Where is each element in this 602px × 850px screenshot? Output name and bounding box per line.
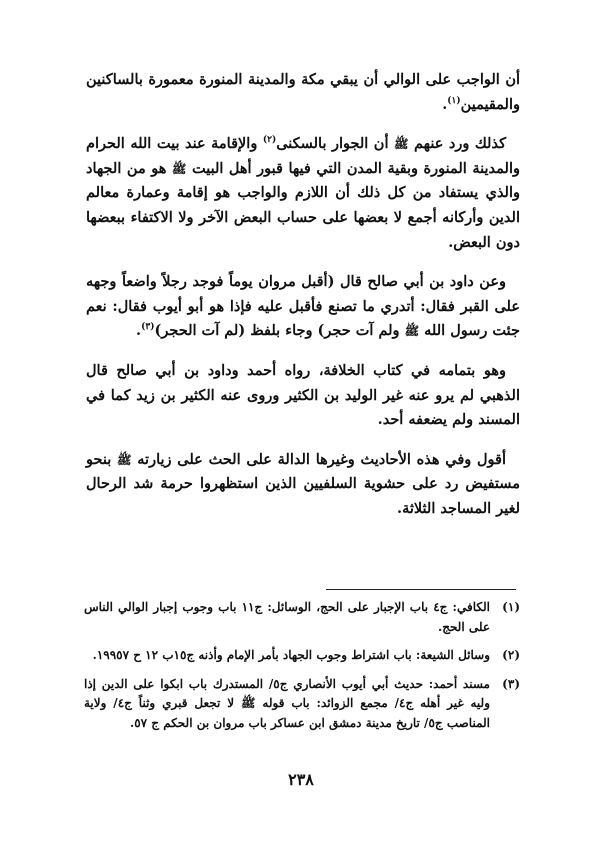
footnote-text xyxy=(84,598,490,637)
text-segment: أن الواجب على الوالي أن يبقي مكة والمدينة المنورة معمورة بالساكنين والمقيمين xyxy=(86,71,520,113)
text-segment: وسائل الشيعة: باب اشتراط وجوب الجهاد بأمر الإمام وأذنه ج١٥ب ١٢ ح ١٩٩٥٧. xyxy=(92,648,490,662)
footnote xyxy=(84,675,520,734)
honorific-symbol: ﷺ xyxy=(394,137,409,152)
footnote-marker: (١) xyxy=(447,95,461,106)
footnote xyxy=(84,646,520,666)
footnote-number: (٣) xyxy=(502,676,520,691)
paragraph xyxy=(86,359,520,433)
text-segment: مسند أحمد: حديث أبي أيوب الأنصاري ج٥/ المستدرك باب ابكوا على الدين إذا وليه غير أهله ج٤/ مجمع الزوائد: باب قوله xyxy=(84,676,491,710)
honorific-symbol: ﷺ xyxy=(171,161,187,176)
honorific-symbol: ﷺ xyxy=(117,452,132,467)
footnote-text xyxy=(84,675,490,734)
text-segment: كذلك ورد عنهم xyxy=(408,135,506,153)
text-segment: بنحو مستفيض رد على حشوية السلفيين الذين استظهروا حرمة شد الرحال لغير المساجد الثلاثة. xyxy=(86,450,520,517)
text-segment: وهو بتمامه في كتاب الخلافة، رواه أحمد وداود بن أبي صالح قال الذهبي لم يرو عنه غير الوليد بن الكثير وروى عنه الكثير بن زيد كما في المسند ولم يضعفه أحد. xyxy=(86,361,520,429)
paragraph xyxy=(86,68,520,117)
paragraph xyxy=(86,270,520,344)
text-segment: لا تجعل قبري وثناً ج٤/ ولاية المناصب ج٥/ تاريخ مدينة دمشق ابن عساكر باب مروان بن الحكم ج ٥٧. xyxy=(84,696,490,730)
paragraph xyxy=(86,132,520,255)
honorific-symbol: ﷺ xyxy=(404,324,420,339)
honorific-symbol: ﷺ xyxy=(241,696,256,710)
footnote xyxy=(84,598,520,637)
paragraph xyxy=(86,448,520,522)
text-segment: هو من الجهاد والذي يستفاد من كل ذلك أن اللازم والواجب هو إقامة وعمارة معالم الدين وأركانه أجمع لا بعضها على حساب البعض الآخر ولا الاكتفاء ببعضها دون البعض. xyxy=(86,159,520,251)
footnotes xyxy=(84,598,520,742)
text-segment: . xyxy=(442,95,448,113)
page-number: ٢٣٨ xyxy=(288,770,314,789)
text-segment: والإقامة عند بيت الله الحرام والمدينة المنورة وبقية المدن التي فيها قبور أهل البيت xyxy=(86,135,520,177)
main-text xyxy=(86,68,520,537)
footnote-number: (١) xyxy=(502,600,520,614)
text-segment: أقول وفي هذه الأحاديث وغيرها الدالة على الحث على زيارته xyxy=(131,450,506,468)
text-segment: ولم آت حجر) وجاء بلفظ (لم آت الحجر) xyxy=(154,322,405,340)
footnote-divider xyxy=(326,589,516,590)
text-segment: . xyxy=(136,322,142,340)
footnote-marker: (٣) xyxy=(141,322,155,333)
footnote-marker: (٢) xyxy=(262,135,277,146)
footnote-number: (٢) xyxy=(502,648,520,662)
text-segment: الكافي: ج٤ باب الإجبار على الحج، الوسائل: ج١١ باب وجوب إجبار الوالي الناس على الحج. xyxy=(84,600,490,634)
footnote-text xyxy=(84,646,490,666)
text-segment: وعن داود بن أبي صالح قال (أقبل مروان يوماً فوجد رجلاً واضعاً وجهه على القبر فقال: أتدري ما تصنع فأقبل عليه فإذا هو أبو أيوب فقال: نعم جئت رسول الله xyxy=(86,273,520,340)
text-segment: أن الجوار بالسكنى xyxy=(276,135,394,153)
